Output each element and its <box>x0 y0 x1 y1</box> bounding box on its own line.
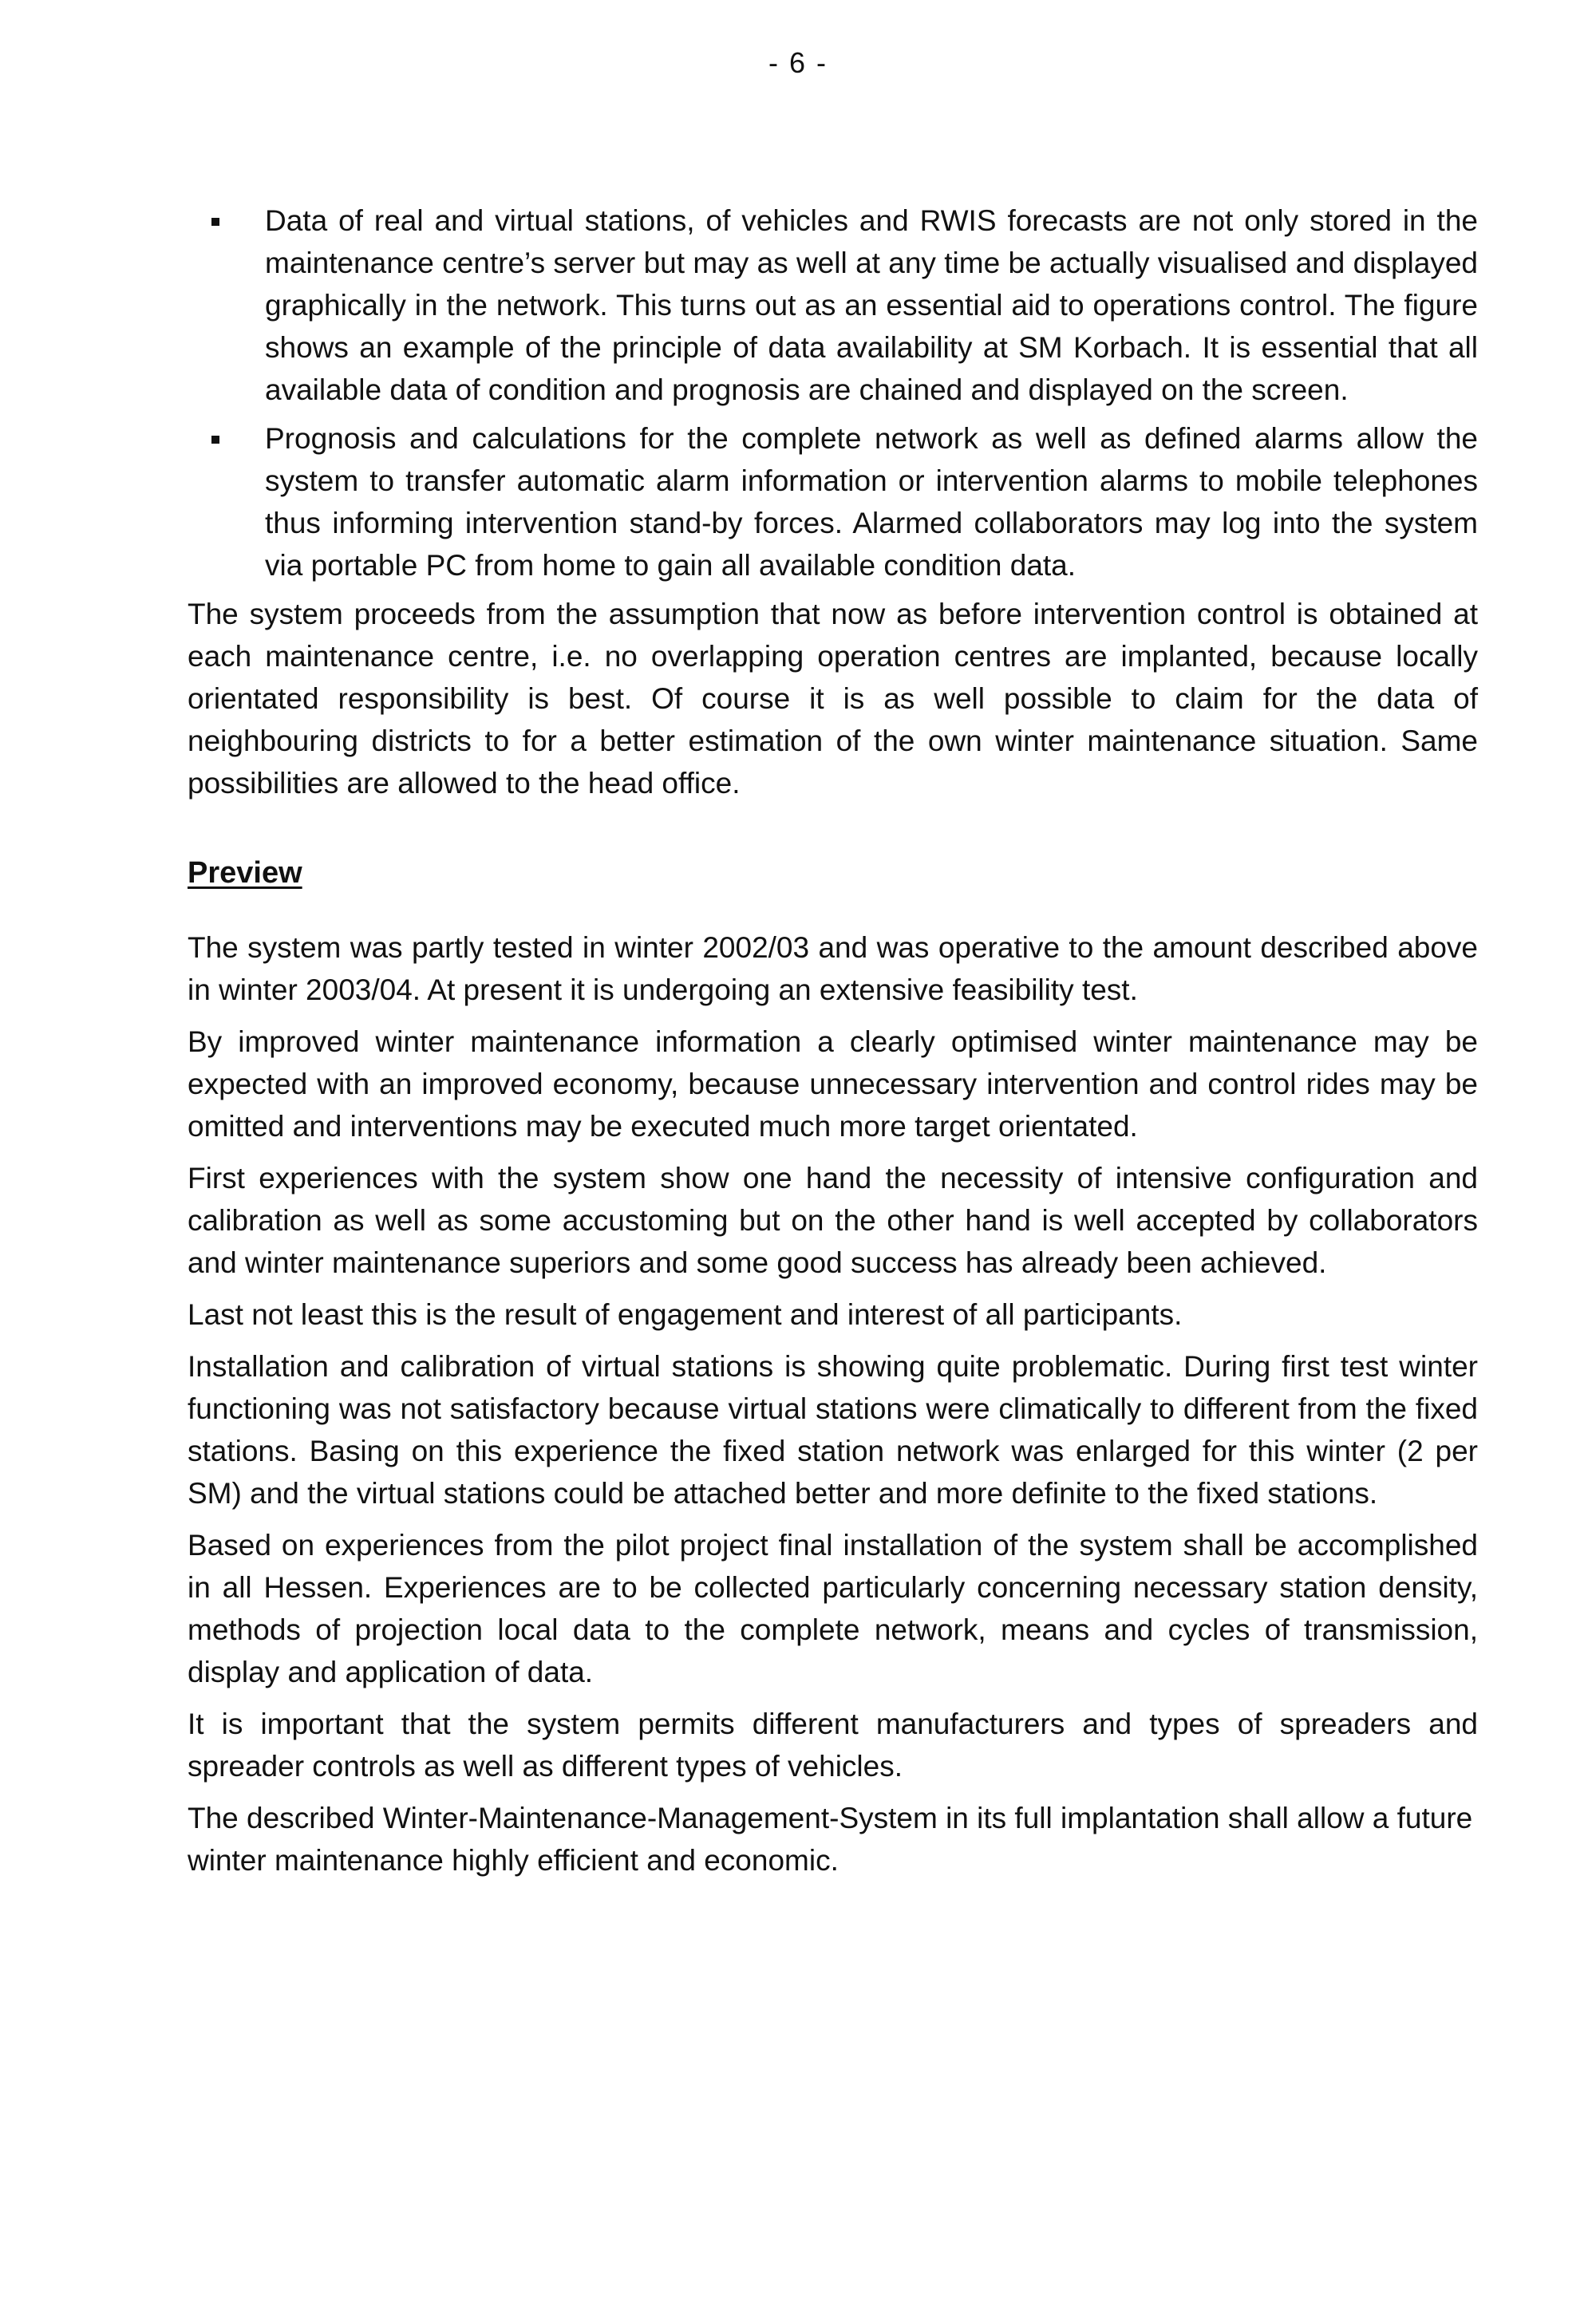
paragraph: Based on experiences from the pilot project final installation of the system shall be accomplished in all Hessen. Experiences are to be collected particularly concerning necessary station density, methods of projection local data to the complete network, means and cycles of transmission, display and application of data. <box>188 1529 1478 1688</box>
bullet-item <box>188 417 1478 586</box>
paragraph: By improved winter maintenance information a clearly optimised winter maintenance may be expected with an improved economy, because unnecessary intervention and control rides may be omitted and interventions may be executed much more target orientated. <box>188 1025 1478 1143</box>
section-heading: Preview <box>188 856 302 890</box>
paragraph: The system was partly tested in winter 2002/03 and was operative to the amount described above in winter 2003/04. At present it is undergoing an extensive feasibility test. <box>188 931 1478 1006</box>
paragraph: Installation and calibration of virtual stations is showing quite problematic. During first test winter functioning was not satisfactory because virtual stations were climatically to different from the fixed stations. Basing on this experience the fixed station network was enlarged for this winter (2 per SM) and the virtual stations could be attached better and more definite to the fixed stations. <box>188 1350 1478 1510</box>
paragraph: It is important that the system permits different manufacturers and types of spreaders and spreader controls as well as different types of vehicles. <box>188 1708 1478 1783</box>
page-number: - 6 - <box>768 46 828 79</box>
paragraph: The described Winter-Maintenance-Management-System in its full implantation shall allow a future winter maintenance highly efficient and economic. <box>188 1802 1473 1877</box>
bullet-list <box>188 199 1478 586</box>
bullet-item <box>188 199 1478 411</box>
paragraph: First experiences with the system show one hand the necessity of intensive configuration and calibration as well as some accustoming but on the other hand is well accepted by collaborators and winter maintenance superiors and some good success has already been achieved. <box>188 1162 1478 1279</box>
intro-paragraph: The system proceeds from the assumption that now as before intervention control is obtained at each maintenance centre, i.e. no overlapping operation centres are implanted, because locally orientated responsibility is best. Of course it is as well possible to claim for the data of neighbouring districts to for a better estimation of the own winter maintenance situation. Same possibilities are allowed to the head office. <box>188 598 1478 800</box>
square-bullet-icon <box>211 218 219 226</box>
bullet-text: Data of real and virtual stations, of vehicles and RWIS forecasts are not only stored in the maintenance centre’s server but may as well at any time be actually visualised and displayed graphically in the network. This turns out as an essential aid to operations control. The figure shows an example of the principle of data availability at SM Korbach. It is essential that all available data of condition and prognosis are chained and displayed on the screen. <box>265 204 1478 406</box>
square-bullet-icon <box>211 436 219 444</box>
bullet-text: Prognosis and calculations for the complete network as well as defined alarms allow the system to transfer automatic alarm information or intervention alarms to mobile telephones thus informing intervention stand-by forces. Alarmed collaborators may log into the system via portable PC from home to gain all available condition data. <box>265 422 1478 582</box>
paragraph: Last not least this is the result of engagement and interest of all participants. <box>188 1298 1183 1331</box>
document-body <box>188 199 1478 1891</box>
